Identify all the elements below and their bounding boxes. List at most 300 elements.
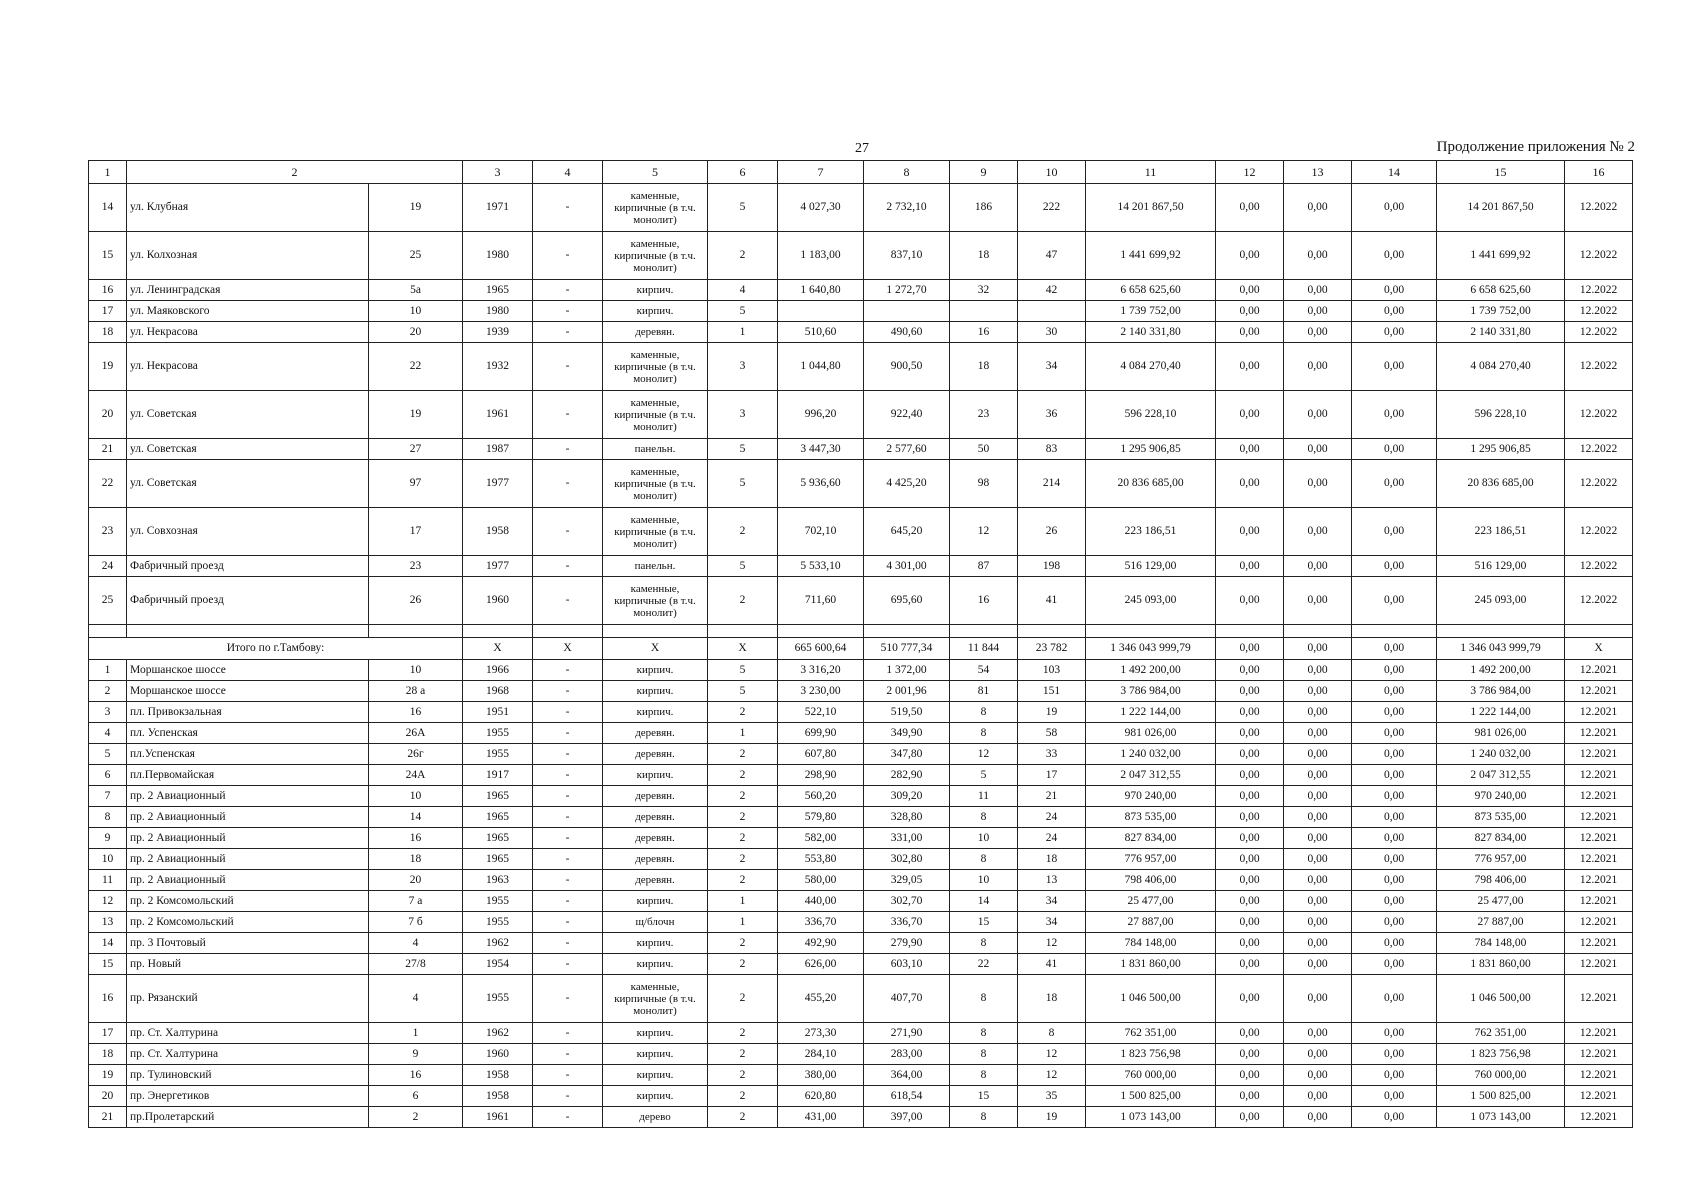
col14-value: 0,00 xyxy=(1352,807,1437,828)
col7-value: 455,20 xyxy=(778,975,864,1023)
street-name: пр.Пролетарский xyxy=(127,1107,369,1128)
col8-value: 282,90 xyxy=(864,765,950,786)
table-row xyxy=(89,439,1633,460)
table-row xyxy=(89,301,1633,322)
year-built: 1955 xyxy=(463,975,533,1023)
empty-cell xyxy=(950,625,1018,638)
col13-value: 0,00 xyxy=(1284,681,1352,702)
col15-value: 25 477,00 xyxy=(1437,891,1565,912)
row-number: 1 xyxy=(89,660,127,681)
col15-value: 981 026,00 xyxy=(1437,723,1565,744)
col7-value: 607,80 xyxy=(778,744,864,765)
col13-value: 0,00 xyxy=(1284,391,1352,439)
wall-material: кирпич. xyxy=(603,1023,708,1044)
col9-value: 8 xyxy=(950,807,1018,828)
col10-value: 24 xyxy=(1018,828,1086,849)
col13-value: 0,00 xyxy=(1284,301,1352,322)
col14-value: 0,00 xyxy=(1352,681,1437,702)
col8-value: 2 001,96 xyxy=(864,681,950,702)
empty-cell xyxy=(778,625,864,638)
col12-value: 0,00 xyxy=(1216,301,1284,322)
col13-value: 0,00 xyxy=(1284,1023,1352,1044)
col14-value: 0,00 xyxy=(1352,1086,1437,1107)
col4-value: - xyxy=(533,1065,603,1086)
house-number: 25 xyxy=(369,232,463,280)
col13-value: 0,00 xyxy=(1284,556,1352,577)
col7-value: 1 044,80 xyxy=(778,343,864,391)
col7-value: 626,00 xyxy=(778,954,864,975)
total-c5-value: Х xyxy=(603,638,708,660)
col8-value: 490,60 xyxy=(864,322,950,343)
col12-value: 0,00 xyxy=(1216,1086,1284,1107)
col12-value: 0,00 xyxy=(1216,343,1284,391)
house-number: 22 xyxy=(369,343,463,391)
empty-cell xyxy=(1352,625,1437,638)
col4-value: - xyxy=(533,508,603,556)
floors-count: 5 xyxy=(708,681,778,702)
wall-material: каменные, кирпичные (в т.ч. монолит) xyxy=(603,184,708,232)
year-built: 1958 xyxy=(463,1065,533,1086)
deadline: 12.2021 xyxy=(1565,828,1633,849)
col15-value: 2 047 312,55 xyxy=(1437,765,1565,786)
street-name: пр. 2 Авиационный xyxy=(127,807,369,828)
col11-value: 873 535,00 xyxy=(1086,807,1216,828)
col13-value: 0,00 xyxy=(1284,508,1352,556)
col4-value: - xyxy=(533,744,603,765)
col10-value: 34 xyxy=(1018,343,1086,391)
col4-value: - xyxy=(533,184,603,232)
deadline: 12.2022 xyxy=(1565,391,1633,439)
house-number: 20 xyxy=(369,870,463,891)
col10-value: 18 xyxy=(1018,975,1086,1023)
total-c9-value: 11 844 xyxy=(950,638,1018,660)
col9-value: 22 xyxy=(950,954,1018,975)
col8-value: 4 425,20 xyxy=(864,460,950,508)
street-name: ул. Некрасова xyxy=(127,322,369,343)
col8-value: 347,80 xyxy=(864,744,950,765)
col15-value: 1 441 699,92 xyxy=(1437,232,1565,280)
table-row xyxy=(89,807,1633,828)
floors-count: 2 xyxy=(708,1044,778,1065)
col7-value: 702,10 xyxy=(778,508,864,556)
col7-value: 560,20 xyxy=(778,786,864,807)
wall-material: каменные, кирпичные (в т.ч. монолит) xyxy=(603,391,708,439)
col15-value: 776 957,00 xyxy=(1437,849,1565,870)
col12-value: 0,00 xyxy=(1216,460,1284,508)
col9-value: 18 xyxy=(950,343,1018,391)
col14-value: 0,00 xyxy=(1352,184,1437,232)
col10-value: 34 xyxy=(1018,912,1086,933)
year-built: 1965 xyxy=(463,280,533,301)
year-built: 1960 xyxy=(463,1044,533,1065)
col14-value: 0,00 xyxy=(1352,933,1437,954)
floors-count: 2 xyxy=(708,954,778,975)
col10-value: 8 xyxy=(1018,1023,1086,1044)
table-row xyxy=(89,391,1633,439)
col12-value: 0,00 xyxy=(1216,280,1284,301)
floors-count: 5 xyxy=(708,301,778,322)
col12-value: 0,00 xyxy=(1216,508,1284,556)
wall-material: каменные, кирпичные (в т.ч. монолит) xyxy=(603,343,708,391)
street-name: пр. Ст. Халтурина xyxy=(127,1044,369,1065)
col7-value: 440,00 xyxy=(778,891,864,912)
col14-value: 0,00 xyxy=(1352,556,1437,577)
row-number: 19 xyxy=(89,1065,127,1086)
col8-value: 2 577,60 xyxy=(864,439,950,460)
wall-material: дерево xyxy=(603,1107,708,1128)
col7-value: 582,00 xyxy=(778,828,864,849)
deadline: 12.2022 xyxy=(1565,577,1633,625)
street-name: пл.Первомайская xyxy=(127,765,369,786)
table-row xyxy=(89,828,1633,849)
year-built: 1965 xyxy=(463,807,533,828)
col11-value: 798 406,00 xyxy=(1086,870,1216,891)
col8-value: 283,00 xyxy=(864,1044,950,1065)
col14-value: 0,00 xyxy=(1352,1044,1437,1065)
col13-value: 0,00 xyxy=(1284,870,1352,891)
table-row xyxy=(89,975,1633,1023)
floors-count: 2 xyxy=(708,975,778,1023)
floors-count: 5 xyxy=(708,439,778,460)
col4-value: - xyxy=(533,232,603,280)
col13-value: 0,00 xyxy=(1284,786,1352,807)
street-name: ул. Колхозная xyxy=(127,232,369,280)
floors-count: 2 xyxy=(708,828,778,849)
deadline: 12.2021 xyxy=(1565,1065,1633,1086)
house-number: 23 xyxy=(369,556,463,577)
floors-count: 1 xyxy=(708,322,778,343)
col15-value: 596 228,10 xyxy=(1437,391,1565,439)
column-number: 2 xyxy=(127,161,463,184)
col10-value: 58 xyxy=(1018,723,1086,744)
floors-count: 3 xyxy=(708,391,778,439)
row-number: 19 xyxy=(89,343,127,391)
col8-value: 279,90 xyxy=(864,933,950,954)
empty-cell xyxy=(463,625,533,638)
total-c11-value: 1 346 043 999,79 xyxy=(1086,638,1216,660)
house-number: 27 xyxy=(369,439,463,460)
col14-value: 0,00 xyxy=(1352,322,1437,343)
col11-value: 1 046 500,00 xyxy=(1086,975,1216,1023)
house-number: 19 xyxy=(369,184,463,232)
deadline: 12.2021 xyxy=(1565,765,1633,786)
deadline: 12.2021 xyxy=(1565,975,1633,1023)
floors-count: 2 xyxy=(708,744,778,765)
row-number: 22 xyxy=(89,460,127,508)
table-row xyxy=(89,681,1633,702)
col11-value: 516 129,00 xyxy=(1086,556,1216,577)
wall-material: каменные, кирпичные (в т.ч. монолит) xyxy=(603,232,708,280)
wall-material: каменные, кирпичные (в т.ч. монолит) xyxy=(603,460,708,508)
col4-value: - xyxy=(533,723,603,744)
table-row xyxy=(89,849,1633,870)
table-row xyxy=(89,184,1633,232)
col8-value: 4 301,00 xyxy=(864,556,950,577)
house-number: 2 xyxy=(369,1107,463,1128)
col14-value: 0,00 xyxy=(1352,660,1437,681)
col15-value: 1 500 825,00 xyxy=(1437,1086,1565,1107)
table-row xyxy=(89,744,1633,765)
row-number: 9 xyxy=(89,828,127,849)
col13-value: 0,00 xyxy=(1284,280,1352,301)
col4-value: - xyxy=(533,556,603,577)
year-built: 1955 xyxy=(463,723,533,744)
empty-cell xyxy=(1086,625,1216,638)
col4-value: - xyxy=(533,343,603,391)
col9-value: 8 xyxy=(950,1023,1018,1044)
col9-value: 54 xyxy=(950,660,1018,681)
col12-value: 0,00 xyxy=(1216,891,1284,912)
total-label: Итого по г.Тамбову: xyxy=(89,638,463,660)
year-built: 1939 xyxy=(463,322,533,343)
wall-material: кирпич. xyxy=(603,702,708,723)
col8-value: 603,10 xyxy=(864,954,950,975)
total-c3-value: Х xyxy=(463,638,533,660)
column-number: 16 xyxy=(1565,161,1633,184)
col7-value: 336,70 xyxy=(778,912,864,933)
house-number: 5а xyxy=(369,280,463,301)
col15-value: 1 046 500,00 xyxy=(1437,975,1565,1023)
col11-value: 2 047 312,55 xyxy=(1086,765,1216,786)
col14-value: 0,00 xyxy=(1352,232,1437,280)
house-number: 26А xyxy=(369,723,463,744)
col12-value: 0,00 xyxy=(1216,681,1284,702)
column-number: 7 xyxy=(778,161,864,184)
street-name: ул. Клубная xyxy=(127,184,369,232)
row-number: 18 xyxy=(89,1044,127,1065)
col13-value: 0,00 xyxy=(1284,660,1352,681)
col11-value: 1 823 756,98 xyxy=(1086,1044,1216,1065)
col14-value: 0,00 xyxy=(1352,828,1437,849)
street-name: пр. 2 Авиационный xyxy=(127,870,369,891)
year-built: 1968 xyxy=(463,681,533,702)
deadline: 12.2021 xyxy=(1565,723,1633,744)
col11-value: 2 140 331,80 xyxy=(1086,322,1216,343)
col7-value: 4 027,30 xyxy=(778,184,864,232)
wall-material: кирпич. xyxy=(603,681,708,702)
col10-value: 42 xyxy=(1018,280,1086,301)
col4-value: - xyxy=(533,1023,603,1044)
wall-material: панельн. xyxy=(603,556,708,577)
col10-value: 26 xyxy=(1018,508,1086,556)
col15-value: 798 406,00 xyxy=(1437,870,1565,891)
row-number: 17 xyxy=(89,301,127,322)
col12-value: 0,00 xyxy=(1216,933,1284,954)
col11-value: 27 887,00 xyxy=(1086,912,1216,933)
table-row xyxy=(89,280,1633,301)
col7-value: 5 533,10 xyxy=(778,556,864,577)
col15-value: 1 240 032,00 xyxy=(1437,744,1565,765)
table-row xyxy=(89,1023,1633,1044)
deadline: 12.2021 xyxy=(1565,1086,1633,1107)
col4-value: - xyxy=(533,391,603,439)
row-number: 25 xyxy=(89,577,127,625)
col14-value: 0,00 xyxy=(1352,765,1437,786)
total-c10-value: 23 782 xyxy=(1018,638,1086,660)
house-number: 20 xyxy=(369,322,463,343)
total-c6-value: Х xyxy=(708,638,778,660)
year-built: 1958 xyxy=(463,1086,533,1107)
floors-count: 5 xyxy=(708,184,778,232)
column-number: 1 xyxy=(89,161,127,184)
deadline: 12.2021 xyxy=(1565,849,1633,870)
row-number: 3 xyxy=(89,702,127,723)
col9-value: 8 xyxy=(950,1107,1018,1128)
col14-value: 0,00 xyxy=(1352,439,1437,460)
street-name: пр. 2 Авиационный xyxy=(127,828,369,849)
col11-value: 25 477,00 xyxy=(1086,891,1216,912)
street-name: пр. Рязанский xyxy=(127,975,369,1023)
col12-value: 0,00 xyxy=(1216,975,1284,1023)
col15-value: 970 240,00 xyxy=(1437,786,1565,807)
col9-value: 15 xyxy=(950,1086,1018,1107)
col13-value: 0,00 xyxy=(1284,723,1352,744)
house-number: 10 xyxy=(369,301,463,322)
floors-count: 4 xyxy=(708,280,778,301)
row-number: 14 xyxy=(89,184,127,232)
wall-material: деревян. xyxy=(603,786,708,807)
floors-count: 2 xyxy=(708,786,778,807)
column-number-row xyxy=(89,161,1633,184)
col4-value: - xyxy=(533,870,603,891)
wall-material: кирпич. xyxy=(603,765,708,786)
col8-value: 695,60 xyxy=(864,577,950,625)
col10-value: 41 xyxy=(1018,577,1086,625)
col13-value: 0,00 xyxy=(1284,439,1352,460)
empty-cell xyxy=(1216,625,1284,638)
col7-value: 699,90 xyxy=(778,723,864,744)
row-number: 6 xyxy=(89,765,127,786)
col7-value: 3 316,20 xyxy=(778,660,864,681)
wall-material: кирпич. xyxy=(603,891,708,912)
deadline: 12.2021 xyxy=(1565,870,1633,891)
row-number: 24 xyxy=(89,556,127,577)
col9-value: 8 xyxy=(950,723,1018,744)
street-name: Моршанское шоссе xyxy=(127,681,369,702)
col10-value: 151 xyxy=(1018,681,1086,702)
col15-value: 873 535,00 xyxy=(1437,807,1565,828)
deadline: 12.2022 xyxy=(1565,280,1633,301)
col13-value: 0,00 xyxy=(1284,343,1352,391)
house-number: 19 xyxy=(369,391,463,439)
floors-count: 2 xyxy=(708,232,778,280)
col7-value: 3 447,30 xyxy=(778,439,864,460)
col10-value: 13 xyxy=(1018,870,1086,891)
col11-value: 760 000,00 xyxy=(1086,1065,1216,1086)
col12-value: 0,00 xyxy=(1216,322,1284,343)
deadline: 12.2022 xyxy=(1565,556,1633,577)
col11-value: 981 026,00 xyxy=(1086,723,1216,744)
deadline: 12.2022 xyxy=(1565,301,1633,322)
col9-value: 50 xyxy=(950,439,1018,460)
street-name: ул. Советская xyxy=(127,439,369,460)
street-name: ул. Советская xyxy=(127,391,369,439)
col4-value: - xyxy=(533,301,603,322)
wall-material: деревян. xyxy=(603,870,708,891)
table-row xyxy=(89,786,1633,807)
row-number: 11 xyxy=(89,870,127,891)
col4-value: - xyxy=(533,280,603,301)
row-number: 17 xyxy=(89,1023,127,1044)
col12-value: 0,00 xyxy=(1216,391,1284,439)
column-number: 15 xyxy=(1437,161,1565,184)
col13-value: 0,00 xyxy=(1284,744,1352,765)
street-name: пл.Успенская xyxy=(127,744,369,765)
deadline: 12.2021 xyxy=(1565,933,1633,954)
col14-value: 0,00 xyxy=(1352,786,1437,807)
col11-value: 1 240 032,00 xyxy=(1086,744,1216,765)
col14-value: 0,00 xyxy=(1352,1065,1437,1086)
house-number: 6 xyxy=(369,1086,463,1107)
col10-value: 41 xyxy=(1018,954,1086,975)
street-name: Моршанское шоссе xyxy=(127,660,369,681)
col4-value: - xyxy=(533,807,603,828)
year-built: 1966 xyxy=(463,660,533,681)
col4-value: - xyxy=(533,1044,603,1065)
floors-count: 2 xyxy=(708,807,778,828)
col9-value: 12 xyxy=(950,744,1018,765)
col11-value: 1 739 752,00 xyxy=(1086,301,1216,322)
col14-value: 0,00 xyxy=(1352,975,1437,1023)
col15-value: 1 222 144,00 xyxy=(1437,702,1565,723)
row-number: 21 xyxy=(89,439,127,460)
house-number: 10 xyxy=(369,786,463,807)
row-number: 21 xyxy=(89,1107,127,1128)
col15-value: 4 084 270,40 xyxy=(1437,343,1565,391)
house-number: 14 xyxy=(369,807,463,828)
empty-cell xyxy=(1284,625,1352,638)
row-number: 16 xyxy=(89,975,127,1023)
col12-value: 0,00 xyxy=(1216,954,1284,975)
table-row xyxy=(89,723,1633,744)
floors-count: 2 xyxy=(708,849,778,870)
total-c15-value: 1 346 043 999,79 xyxy=(1437,638,1565,660)
col9-value: 8 xyxy=(950,1044,1018,1065)
col11-value: 1 500 825,00 xyxy=(1086,1086,1216,1107)
col8-value: 336,70 xyxy=(864,912,950,933)
col7-value: 553,80 xyxy=(778,849,864,870)
street-name: пр. Тулиновский xyxy=(127,1065,369,1086)
empty-cell xyxy=(1565,625,1633,638)
total-c8-value: 510 777,34 xyxy=(864,638,950,660)
col8-value: 645,20 xyxy=(864,508,950,556)
col12-value: 0,00 xyxy=(1216,556,1284,577)
col7-value: 492,90 xyxy=(778,933,864,954)
col12-value: 0,00 xyxy=(1216,184,1284,232)
col7-value: 510,60 xyxy=(778,322,864,343)
col12-value: 0,00 xyxy=(1216,849,1284,870)
col10-value: 19 xyxy=(1018,702,1086,723)
house-number: 16 xyxy=(369,1065,463,1086)
col11-value: 970 240,00 xyxy=(1086,786,1216,807)
house-number: 17 xyxy=(369,508,463,556)
deadline: 12.2021 xyxy=(1565,1023,1633,1044)
col13-value: 0,00 xyxy=(1284,765,1352,786)
total-c14-value: 0,00 xyxy=(1352,638,1437,660)
col14-value: 0,00 xyxy=(1352,849,1437,870)
col9-value: 10 xyxy=(950,828,1018,849)
col12-value: 0,00 xyxy=(1216,912,1284,933)
total-c16-value: Х xyxy=(1565,638,1633,660)
year-built: 1980 xyxy=(463,301,533,322)
col13-value: 0,00 xyxy=(1284,1044,1352,1065)
col15-value: 223 186,51 xyxy=(1437,508,1565,556)
deadline: 12.2021 xyxy=(1565,1107,1633,1128)
floors-count: 2 xyxy=(708,702,778,723)
col11-value: 14 201 867,50 xyxy=(1086,184,1216,232)
col14-value: 0,00 xyxy=(1352,912,1437,933)
row-number: 20 xyxy=(89,1086,127,1107)
